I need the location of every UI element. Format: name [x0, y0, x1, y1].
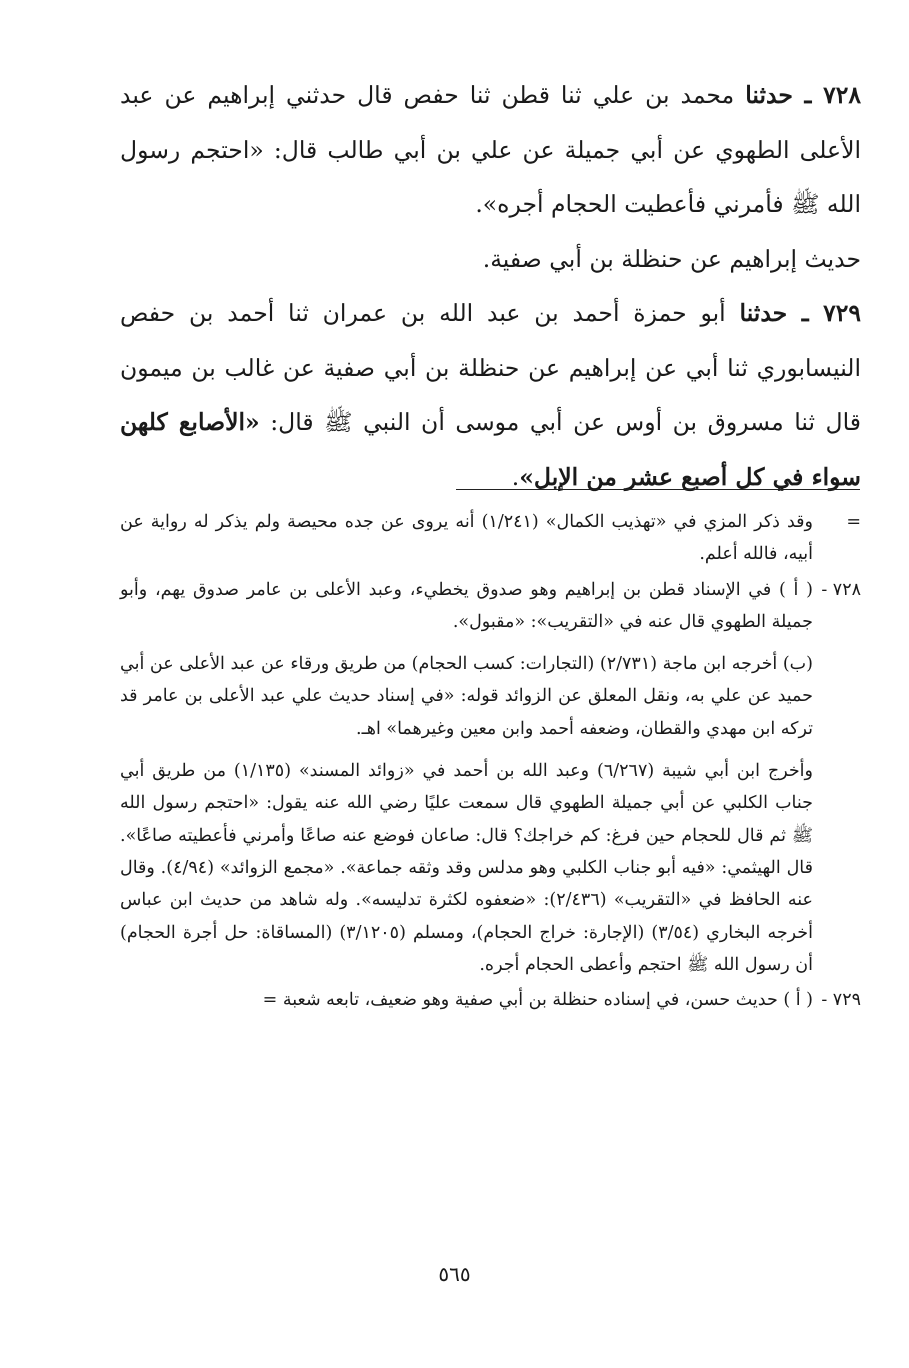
hadith-729	[120, 286, 861, 504]
footnote-728-c: وأخرج ابن أبي شيبة (٦/٢٦٧) وعبد الله بن أحمد في «زوائد المسند» (١/١٣٥) من طريق أبي جناب الكلبي عن أبي جميلة الطهوي قال سمعت عليًا رضي الله عنه يقول: «احتجم رسول الله ﷺ ثم قال للحجام حين فرغ: كم خراجك؟ قال: صاعان فوضع عنه صاعًا وأمرني فأعطيته صاعًا». قال الهيثمي: «فيه أبو جناب الكلبي وهو مدلس وقد وثقه جماعة». «مجمع الزوائد» (٤/٩٤). وقال عنه الحافظ في «التقريب» (٢/٤٣٦): «ضعفوه لكثرة تدليسه». وله شاهد من حديث ابن عباس أخرجه البخاري (٣/٥٤) (الإجارة: خراج الحجام)، ومسلم (٣/١٢٠٥) (المساقاة: حل أجرة الحجام) أن رسول الله ﷺ احتجم وأعطى الحجام أجره.	[120, 761, 813, 975]
hadith-728	[120, 68, 861, 232]
hadith-729-label: ٧٢٩ ـ حدثنا	[739, 299, 862, 327]
footnote-728	[120, 574, 861, 982]
hadith-728-tail: حديث إبراهيم عن حنظلة بن أبي صفية.	[482, 244, 861, 273]
hadith-729-text: أبو حمزة أحمد بن عبد الله بن عمران ثنا أحمد بن حفص النيسابوري ثنا أبي عن إبراهيم عن حنظلة بن أبي صفية عن غالب بن ميمون قال ثنا مسروق بن أوس عن أبي موسى أن النبي ﷺ قال:	[120, 299, 861, 436]
footnote-729-number: ٧٢٩ -	[821, 990, 861, 1011]
footnote-728-b: (ب) أخرجه ابن ماجة (٢/٧٣١) (التجارات: كسب الحجام) من طريق ورقاء عن عبد الأعلى عن أبي حميد عن علي به، ونقل المعلق عن الزوائد قوله: «في إسناد حديث علي عبد الأعلى بن عامر قد تركه ابن مهدي والقطان، وضعفه أحمد وابن معين وغيرهما» اهـ.	[120, 654, 813, 739]
footnote-729-a: ( أ ) حديث حسن، في إسناده حنظلة بن أبي صفية وهو ضعيف، تابعه شعبة =	[262, 990, 813, 1011]
footnote-separator	[456, 489, 860, 490]
footnote-728-number: ٧٢٨ -	[821, 579, 861, 600]
hadith-728-label: ٧٢٨ ـ حدثنا	[745, 81, 862, 109]
hadith-729-end: .	[511, 462, 520, 491]
footnotes	[120, 506, 861, 1016]
continuation-marker: =	[846, 512, 861, 532]
footnote-continuation-text: وقد ذكر المزي في «تهذيب الكمال» (١/٢٤١) أنه يروى عن جده محيصة ولم يذكر له رواية عن أبيه، فالله أعلم.	[120, 512, 813, 565]
page-number: ٥٦٥	[438, 1262, 471, 1286]
hadith-729-quote: «الأصابع كلهن سواء في كل أصبع عشر من الإبل»	[120, 408, 861, 491]
footnote-729	[120, 984, 861, 1016]
main-text	[120, 68, 861, 504]
footnote-continuation	[120, 506, 861, 571]
footnote-728-a: ( أ ) في الإسناد قطن بن إبراهيم وهو صدوق يخطيء، وعبد الأعلى بن عامر صدوق يهم، وأبو جميلة الطهوي قال عنه في «التقريب»: «مقبول».	[120, 579, 813, 632]
hadith-728-text: محمد بن علي ثنا قطن ثنا حفص قال حدثني إبراهيم عن عبد الأعلى الطهوي عن أبي جميلة عن علي بن أبي طالب قال: «احتجم رسول الله ﷺ فأمرني فأعطيت الحجام أجره».	[120, 81, 861, 218]
